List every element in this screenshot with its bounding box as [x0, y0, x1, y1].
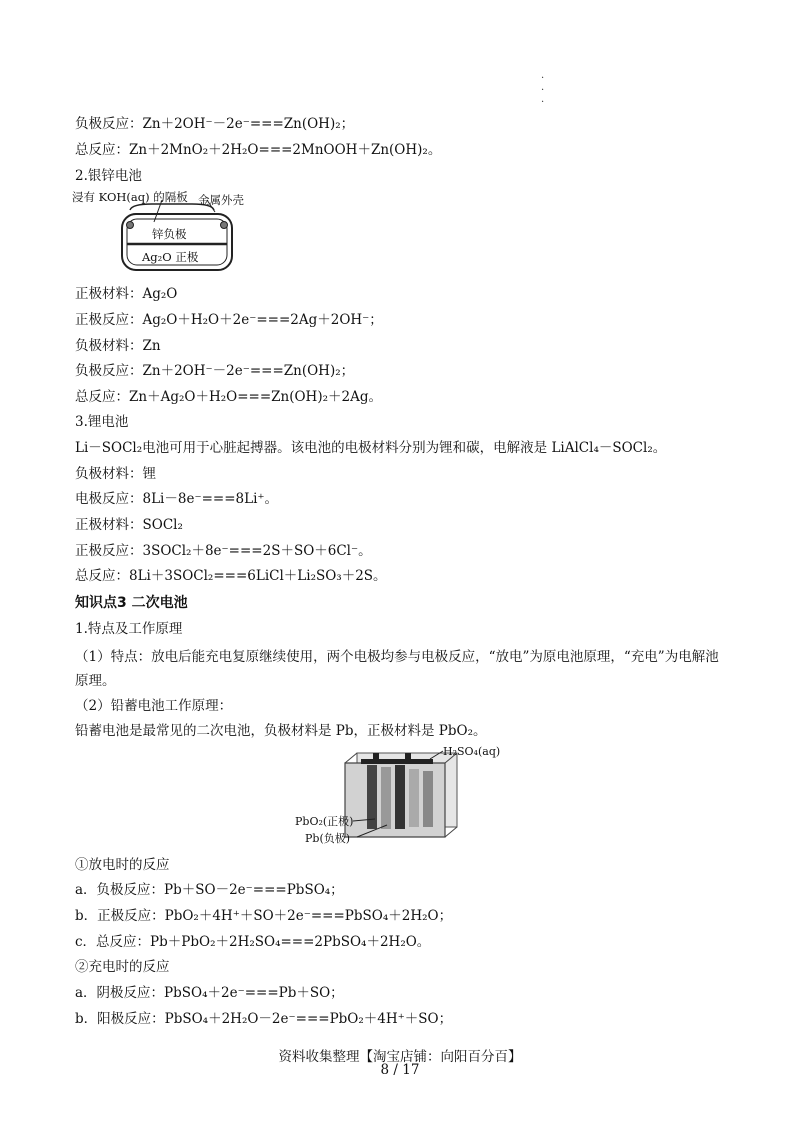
- text-line: 负极反应：Zn＋2OH⁻－2e⁻===Zn(OH)₂；: [75, 363, 355, 379]
- corner-mark: .: [541, 70, 545, 81]
- text-paragraph: （1）特点：放电后能充电复原继续使用，两个电极均参与电极反应，“放电”为原电池原理，“充电”为电解池原理。: [75, 649, 719, 689]
- text-line: Li－SOCl₂电池可用于心脏起搏器。该电池的电极材料分别为锂和碳，电解液是 LiAlCl₄－SOCl₂。: [75, 440, 667, 456]
- negative-plate-label: Pb(负极): [305, 832, 351, 845]
- text-line: 负极材料：Zn: [75, 338, 161, 354]
- text-line: 铅蓄电池是最常见的二次电池，负极材料是 Pb，正极材料是 PbO₂。: [75, 723, 487, 739]
- text-line: a．阴极反应：PbSO₄＋2e⁻===Pb＋SO；: [75, 985, 344, 1001]
- text-line: b．正极反应：PbO₂＋4H⁺＋SO＋2e⁻===PbSO₄＋2H₂O；: [75, 908, 453, 924]
- corner-mark: .: [541, 94, 545, 105]
- corner-mark: .: [541, 82, 545, 93]
- text-line: 正极材料：Ag₂O: [75, 286, 178, 302]
- section-heading: 2.银锌电池: [75, 168, 142, 184]
- text-line: 总反应：8Li＋3SOCl₂===6LiCl＋Li₂SO₃＋2S。: [75, 568, 387, 584]
- shell-label: 金属外壳: [198, 193, 244, 207]
- knowledge-point-heading: 知识点3 二次电池: [75, 595, 188, 611]
- lead-acid-battery-diagram: [295, 745, 515, 850]
- anode-label: 锌负极: [152, 227, 187, 241]
- text-line: 总反应：Zn＋Ag₂O＋H₂O===Zn(OH)₂＋2Ag。: [75, 389, 382, 405]
- text-line: 正极材料：SOCl₂: [75, 517, 183, 533]
- silver-zinc-cell-diagram: [72, 190, 272, 275]
- footer-source: 资料收集整理【淘宝店铺：向阳百分百】: [278, 1049, 522, 1065]
- electrolyte-label: H₂SO₄(aq): [443, 745, 501, 758]
- text-line: c．总反应：Pb＋PbO₂＋2H₂SO₄===2PbSO₄＋2H₂O。: [75, 934, 431, 950]
- text-line: a．负极反应：Pb＋SO－2e⁻===PbSO₄；: [75, 882, 344, 898]
- positive-plate-label: PbO₂(正极): [295, 815, 354, 828]
- text-line: b．阳极反应：PbSO₄＋2H₂O－2e⁻===PbO₂＋4H⁺＋SO；: [75, 1011, 453, 1027]
- section-heading: 3.锂电池: [75, 414, 129, 430]
- cathode-label: Ag₂O 正极: [142, 250, 199, 264]
- section-heading: 1.特点及工作原理: [75, 621, 183, 637]
- separator-label: 浸有 KOH(aq) 的隔板: [72, 190, 188, 204]
- text-line: 正极反应：3SOCl₂＋8e⁻===2S＋SO＋6Cl⁻。: [75, 543, 372, 559]
- text-line: 电极反应：8Li－8e⁻===8Li⁺。: [75, 491, 279, 507]
- page-number: 8 / 17: [380, 1062, 420, 1078]
- text-line: ①放电时的反应: [75, 857, 170, 873]
- text-line: 正极反应：Ag₂O＋H₂O＋2e⁻===2Ag＋2OH⁻；: [75, 312, 383, 328]
- text-line: ②充电时的反应: [75, 959, 170, 975]
- lead-acid-battery-figure: [295, 745, 515, 854]
- silver-zinc-cell-figure: [72, 190, 272, 279]
- text-line: 负极材料：锂: [75, 466, 156, 482]
- corner-marks: [541, 70, 547, 106]
- text-line: （2）铅蓄电池工作原理：: [75, 698, 233, 714]
- text-line: 总反应：Zn＋2MnO₂＋2H₂O===2MnOOH＋Zn(OH)₂。: [75, 142, 442, 158]
- text-line: 负极反应：Zn＋2OH⁻－2e⁻===Zn(OH)₂；: [75, 116, 355, 132]
